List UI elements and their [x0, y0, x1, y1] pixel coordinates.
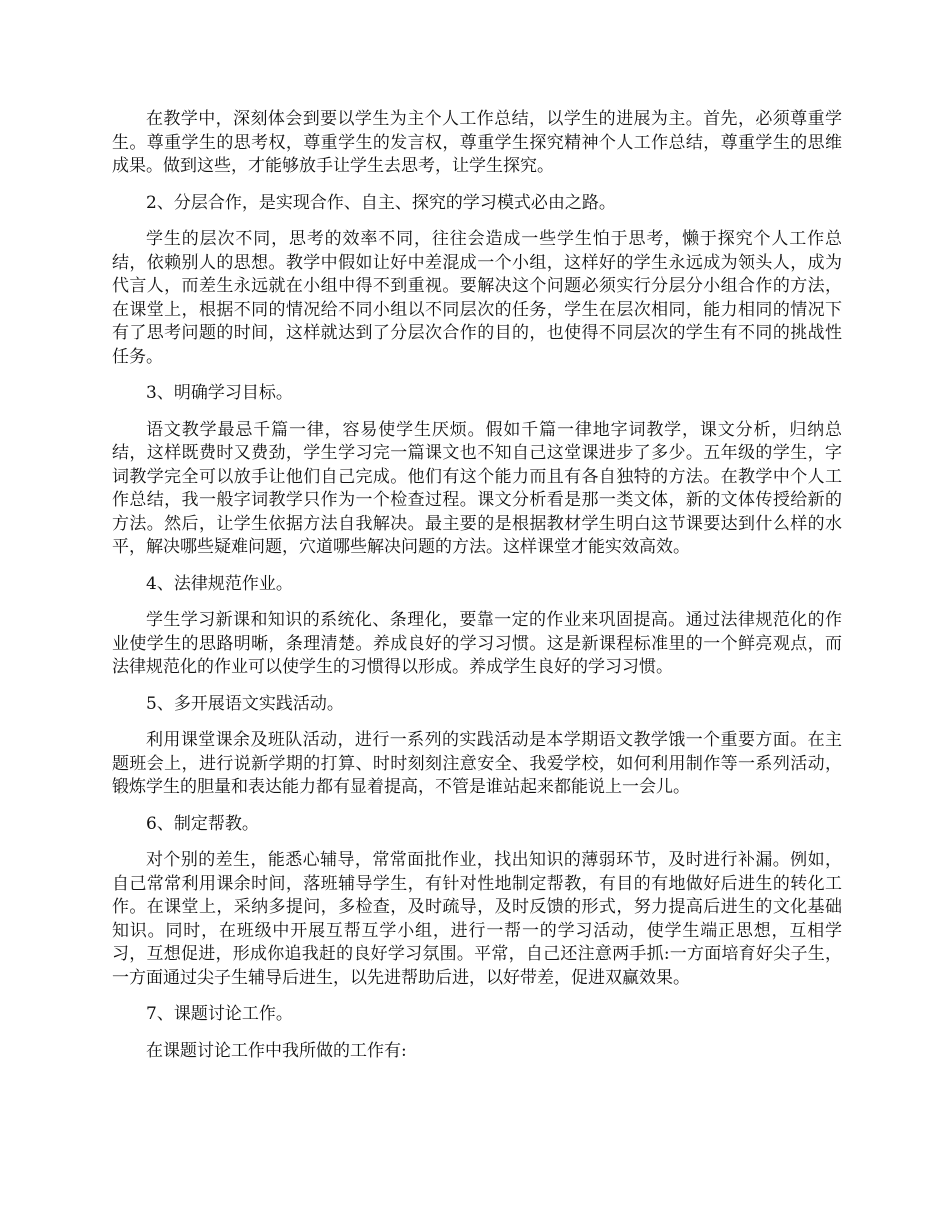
heading-learning-goals: 3、明确学习目标。 [146, 383, 293, 403]
paragraph-layered-cooperation: 学生的层次不同，思考的效率不同，往往会造成一些学生怕于思考，懒于探究个人工作总结，依赖别人的思想。教学中假如让好中差混成一个小组，这样好的学生永远成为领头人，成为代言人，而差生永远就在小组中得不到重视。要解决这个问题必须实行分层分小组合作的方法，在课堂上，根据不同的情况给不同小组以不同层次的任务，学生在层次相同，能力相同的情况下有了思考问题的时间，这样就达到了分层次合作的目的，也使得不同层次的学生有不同的挑战性任务。 [112, 229, 842, 367]
paragraph-research-work: 在课题讨论工作中我所做的工作有: [146, 1040, 407, 1061]
document-page [112, 108, 842, 1076]
heading-standardized-homework: 4、法律规范作业。 [146, 573, 293, 594]
heading-practice-activities: 5、多开展语文实践活动。 [146, 693, 344, 714]
paragraph-standardized-homework: 学生学习新课和知识的系统化、条理化，要靠一定的作业来巩固提高。通过法律规范化的作业使学生的思路明晰，条理清楚。养成良好的学习习惯。这是新课程标准里的一个鲜亮观点，而法律规范化的作业可以使学生的习惯得以形成。养成学生良好的学习习惯。 [112, 610, 842, 677]
paragraph-practice-activities: 利用课堂课余及班队活动，进行一系列的实践活动是本学期语文教学饿一个重要方面。在主题班会上，进行说新学期的打算、时时刻刻注意安全、我爱学校，如何利用制作等一系列活动，锻炼学生的胆量和表达能力都有显着提高，不管是谁站起来都能说上一会儿。 [112, 730, 842, 797]
paragraph-tutoring: 对个别的差生，能悉心辅导，常常面批作业，找出知识的薄弱环节，及时进行补漏。例如，自己常常利用课余时间，落班辅导学生，有针对性地制定帮教，有目的有地做好后进生的转化工作。在课堂上，采纳多提问，多检查，及时疏导，及时反馈的形式，努力提高后进生的文化基础知识。同时，在班级中开展互帮互学小组，进行一帮一的学习活动，使学生端正思想，互相学习，互想促进，形成你追我赶的良好学习氛围。平常，自己还注意两手抓:一方面培育好尖子生，一方面通过尖子生辅导后进生，以先进帮助后进，以好带差，促进双赢效果。 [112, 850, 842, 988]
paragraph-student-centered: 在教学中，深刻体会到要以学生为主个人工作总结，以学生的进展为主。首先，必须尊重学生。尊重学生的思考权，尊重学生的发言权，尊重学生探究精神个人工作总结，尊重学生的思维成果。做到这些，才能够放手让学生去思考，让学生探究。 [112, 109, 842, 176]
paragraph-learning-goals: 语文教学最忌千篇一律，容易使学生厌烦。假如千篇一律地字词教学，课文分析，归纳总结，这样既费时又费劲，学生学习完一篇课文也不知自己这堂课进步了多少。五年级的学生，字词教学完全可以放手让他们自己完成。他们有这个能力而且有各自独特的方法。在教学中个人工作总结，我一般字词教学只作为一个检查过程。课文分析看是那一类文体，新的文体传授给新的方法。然后，让学生依据方法自我解决。最主要的是根据教材学生明白这节课要达到什么样的水平，解决哪些疑难问题，穴道哪些解决问题的方法。这样课堂才能实效高效。 [112, 419, 842, 557]
heading-research-work: 7、课题讨论工作。 [146, 1004, 293, 1024]
heading-layered-cooperation: 2、分层合作，是实现合作、自主、探究的学习模式必由之路。 [146, 192, 616, 213]
heading-tutoring: 6、制定帮教。 [146, 813, 259, 834]
